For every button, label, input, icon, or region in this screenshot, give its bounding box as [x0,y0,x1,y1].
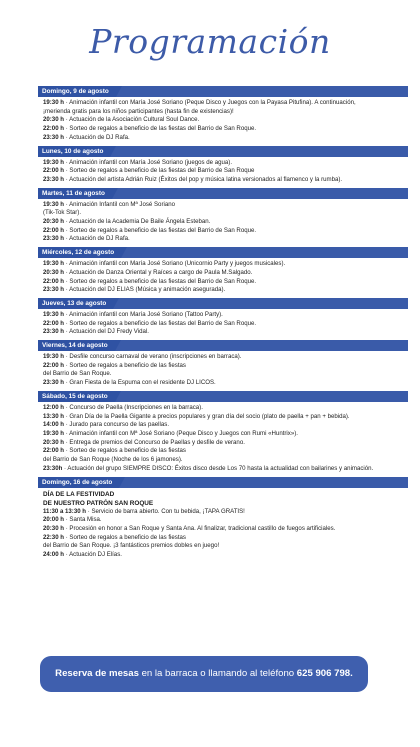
day-label: Miércoles, 12 de agosto [38,247,121,258]
event-time: 23:30h [43,464,63,472]
event-time: 23:30 h [43,235,65,243]
event-line [38,278,408,287]
event-description: · Animación infantil con María José Soriano (Unicornio Party y juegos musicales). [64,260,286,268]
day-header-bar [38,146,408,157]
event-line [38,456,408,465]
event-time: 20:30 h [43,524,65,532]
event-line [38,542,408,551]
event-time: 22:00 h [43,277,65,285]
event-description: · Procesión en honor a San Roque y Santa Ana. Al finalizar, tradicional castillo de fuegos artificiales. [64,524,336,532]
event-description: · Servicio de barra abierto. Con tu bebida, ¡TAPA GRATIS! [86,507,245,515]
event-line [38,218,408,227]
event-description: · Animación infantil con María José Soriano (Tattoo Party). [64,310,223,318]
event-description: · Animación infantil con Mª José Soriano (Peque Disco y Juegos con Rumi «Huntrix»). [64,429,298,437]
event-time: 11:30 a 13:30 h [43,507,87,515]
event-line [38,465,408,474]
event-line [38,227,408,236]
day-label: Sábado, 15 de agosto [38,391,115,402]
event-description: · Desfile concurso carnaval de verano (inscripciones en barraca). [64,353,242,361]
event-line [38,320,408,329]
event-line [38,353,408,362]
event-description: · Actuación DJ Elías. [64,551,122,559]
event-line [38,260,408,269]
event-description: · Actuación de la Asociación Cultural Soul Dance. [64,116,200,124]
event-description: · Sorteo de regalos a beneficio de las fiestas [64,533,186,541]
reservation-text: en la barraca o llamando al teléfono [138,668,297,679]
event-time: 23:30 h [43,175,65,183]
event-line [38,404,408,413]
event-line [38,328,408,337]
day-block [38,298,408,340]
event-description: ¡merienda gratis para los niños participantes (hasta fin de existencias)! [43,107,234,115]
event-line [38,447,408,456]
event-time: 20:30 h [43,116,65,124]
day-label: Martes, 11 de agosto [38,188,112,199]
event-line [38,108,408,117]
event-line [38,125,408,134]
event-description: · Actuación del DJ Fredy Vidal. [64,328,149,336]
event-line [38,413,408,422]
day-label: Jueves, 13 de agosto [38,298,113,309]
event-line [38,551,408,560]
event-description: · Concurso de Paella (Inscripciones en la barraca). [64,403,203,411]
event-time: 20:00 h [43,516,65,524]
festivity-heading: DE NUESTRO PATRÓN SAN ROQUE [43,499,154,507]
event-time: 13:30 h [43,412,65,420]
event-line [38,534,408,543]
day-block [38,340,408,391]
event-time: 24:00 h [43,551,65,559]
day-header-bar [38,86,408,97]
program-schedule [38,86,408,563]
day-block [38,477,408,563]
event-description: · Actuación de DJ Rafa. [64,235,130,243]
event-time: 19:30 h [43,200,65,208]
day-header-bar [38,188,408,199]
day-block [38,146,408,188]
event-time: 20:30 h [43,218,65,226]
day-label: Viernes, 14 de agosto [38,340,115,351]
event-time: 22:00 h [43,447,65,455]
page-title: Programación [89,22,331,61]
event-line [38,286,408,295]
day-block [38,86,408,146]
event-description: del Barrio de San Roque (Noche de los 6 jamones). [43,456,183,464]
event-line [38,311,408,320]
event-line [38,421,408,430]
day-block [38,188,408,248]
event-description: · Gran Fiesta de la Espuma con el residente DJ LICOS. [64,379,216,387]
event-line [38,99,408,108]
day-block [38,247,408,298]
event-time: 23:30 h [43,133,65,141]
event-line [38,176,408,185]
event-time: 19:30 h [43,99,65,106]
event-time: 22:30 h [43,533,65,541]
event-description: · Actuación de Danza Oriental y Raíces a cargo de Paula M.Salgado. [64,268,253,276]
event-description: · Actuación del grupo SIEMPRE DISCO: Éxitos disco desde Los 70 hasta la actualidad con bailarines y animación. [62,464,374,472]
event-line [38,379,408,388]
event-time: 22:00 h [43,361,65,369]
event-time: 19:30 h [43,310,65,318]
event-description: · Sorteo de regalos a beneficio de las fiestas [64,361,186,369]
event-time: 19:30 h [43,260,65,268]
event-line [38,167,408,176]
event-time: 23:30 h [43,286,65,294]
event-description: · Actuación de DJ Rafa. [64,133,130,141]
event-line [38,134,408,143]
day-label: Lunes, 10 de agosto [38,146,110,157]
event-line [38,201,408,210]
event-description: · Actuación del DJ ELIAS (Música y animación asegurada). [64,286,226,294]
event-line [38,516,408,525]
event-time: 23:30 h [43,379,65,387]
event-description: · Sorteo de regalos a beneficio de las fiestas del Barrio de San Roque. [64,125,257,133]
event-description: · Animación infantil con María José Soriano (juegos de agua). [64,158,233,166]
event-time: 12:00 h [43,403,65,411]
event-description: · Sorteo de regalos a beneficio de las fiestas del Barrio de San Roque. [64,277,257,285]
day-block [38,391,408,477]
event-description: · Gran Día de la Paella Gigante a precios populares y gran día del socio (plato de paella + pan + bebida). [64,412,350,420]
day-label: Domingo, 9 de agosto [38,86,116,97]
reservation-banner[interactable] [40,656,368,692]
event-time: 19:30 h [43,429,65,437]
event-time: 14:00 h [43,421,65,429]
event-description: · Sorteo de regalos a beneficio de las fiestas del Barrio de San Roque. [64,226,257,234]
day-header-bar [38,298,408,309]
event-line [38,209,408,218]
day-header-bar [38,247,408,258]
event-time: 22:00 h [43,125,65,133]
event-line [38,116,408,125]
event-line [38,430,408,439]
event-line [38,439,408,448]
day-header-bar [38,340,408,351]
event-description: · Santa Misa. [64,516,102,524]
event-line [38,269,408,278]
event-line [38,525,408,534]
event-line [38,159,408,168]
day-label: Domingo, 16 de agosto [38,477,119,488]
event-description: · Animación Infantil con Mª José Soriano [64,200,175,208]
event-description: · Sorteo de regalos a beneficio de las fiestas [64,447,186,455]
event-time: 19:30 h [43,158,65,166]
day-header-bar [38,391,408,402]
event-time: 22:00 h [43,319,65,327]
event-description: (Tik-Tok Star). [43,209,82,217]
festivity-heading: DÍA DE LA FESTIVIDAD [43,490,115,498]
event-time: 23:30 h [43,328,65,336]
event-description: del Barrio de San Roque. [43,370,112,378]
event-line [38,235,408,244]
event-description: · Animación infantil con María José Soriano (Peque Disco y Juegos con la Payasa Pitufina). A continuación, [64,99,356,106]
event-description: · Actuación de la Academia De Baile Ángela Esteban. [64,218,211,226]
event-time: 20:30 h [43,438,65,446]
event-description: · Entrega de premios del Concurso de Paellas y desfile de verano. [64,438,245,446]
event-time: 22:00 h [43,226,65,234]
event-line [38,508,408,517]
event-description: · Actuación del artista Adrián Ruiz (Éxitos del pop y música latina versionados al flamenco y la rumba). [64,175,343,183]
reservation-lead: Reserva de mesas [55,668,139,679]
event-line [38,362,408,371]
day-header-bar [38,477,408,488]
reservation-phone: 625 906 798. [296,668,353,679]
event-time: 22:00 h [43,167,65,175]
event-time: 19:30 h [43,353,65,361]
event-description: · Sorteo de regalos a beneficio de las fiestas del Barrio de San Roque [64,167,255,175]
event-description: del Barrio de San Roque. ¡3 fantásticos premios dobles en juego! [43,542,220,550]
event-description: · Sorteo de regalos a beneficio de las fiestas del Barrio de San Roque. [64,319,257,327]
event-time: 20:30 h [43,268,65,276]
event-line [38,370,408,379]
event-description: · Jurado para concurso de las paellas. [64,421,170,429]
